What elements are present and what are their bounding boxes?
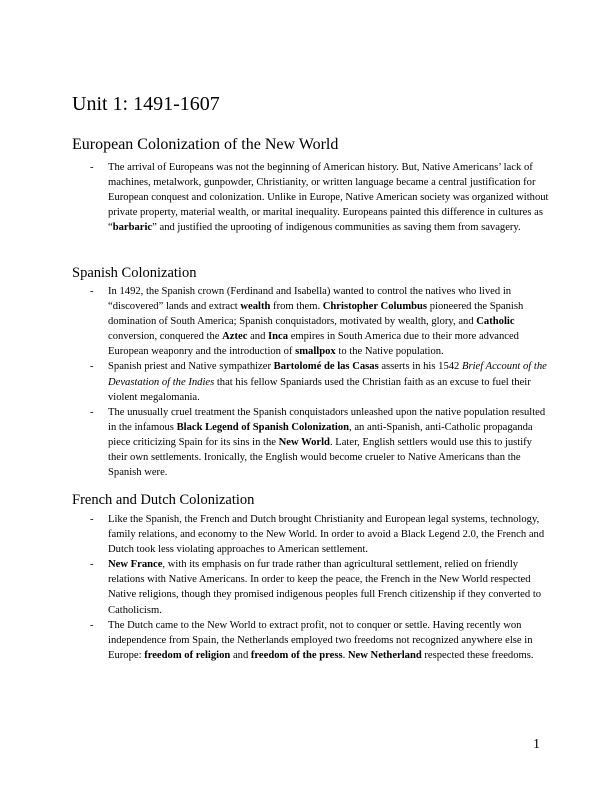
text-run: from them. [270,301,323,313]
list-item [90,512,550,557]
text-run: asserts in his 1542 [378,361,462,373]
bold-term: Black Legend of Spanish Colonization [176,421,350,433]
section-heading-french-dutch: French and Dutch Colonization [72,492,255,508]
list-item [90,160,550,235]
text-run: that his fellow Spaniards used the Christian faith as an excuse to fuel their violent megalomania. [108,376,531,403]
text-run: empires in South America due to their more advanced European weaponry and the introduction of [108,331,519,358]
text-run: , an anti-Spanish, anti-Catholic propaganda piece criticizing Spain for its sins in the [108,421,533,448]
bold-term: freedom of religion [144,649,231,661]
bold-term: Bartolomé de las Casas [273,361,379,373]
bold-term: Christopher Columbus [322,301,428,313]
text-run: and [230,649,251,661]
section-heading-european: European Colonization of the New World [72,136,339,153]
bold-term: Inca [268,331,289,343]
bold-term: wealth [240,301,271,313]
bullet-dash: - [90,406,94,418]
text-run: conversion, conquered the [108,331,223,343]
bullet-dash: - [90,361,94,373]
text-run: and [247,331,269,343]
list-item [90,405,550,480]
list-item [90,359,550,404]
section-list-spanish [90,284,550,480]
bold-term: Catholic [476,316,515,328]
text-run: The unusually cruel treatment the Spanish conquistadors unleashed upon the native population resulted in the infamous [108,406,546,433]
text-run: In 1492, the Spanish crown (Ferdinand and Isabella) wanted to control the natives who lived in “discovered” lands and extract [108,286,512,313]
text-run: Spanish priest and Native sympathizer [108,361,274,373]
bold-term: smallpox [295,346,336,358]
text-run: ” and justified the uprooting of indigenous communities as saving them from savagery. [152,222,521,234]
text-run: to the Native population. [335,346,444,358]
list-item [90,284,550,359]
bold-term: New France [108,559,163,571]
text-run: The arrival of Europeans was not the beginning of American history. But, Native Americans’ lack of machines, metalwork, gunpowder, Christianity, or written language became a central justification for European conquest and colonization. Unlike in Europe, Native American society was organized without private property, material wealth, or marital inequality. Europeans painted this difference in cultures as “ [108,162,549,234]
bullet-dash: - [90,286,94,297]
bullet-dash: - [90,559,94,571]
text-run: The Dutch came to the New World to extract profit, not to conquer or settle. Having recently won independence from Spain, the Netherlands employed two freedoms not recognized anywhere else in Europe: [108,619,533,661]
bold-term: barbaric [112,222,153,234]
section-heading-spanish: Spanish Colonization [72,265,197,281]
italic-title: Brief Account of the Devastation of the Indies [108,361,547,388]
page-number: 1 [533,737,540,752]
text-run: respected these freedoms. [421,649,534,661]
text-run: pioneered the Spanish domination of South America; Spanish conquistadors, motivated by wealth, glory, and [108,301,524,328]
page-title: Unit 1: 1491-1607 [72,93,220,115]
text-run: . Later, English settlers would use this to justify their own settlements. Ironically, the English would become crueler to Native Americans than the Spanish were. [108,436,532,479]
bullet-dash: - [90,162,94,173]
bold-term: New World [278,436,330,448]
bold-term: Aztec [222,331,248,343]
section-list-european [90,160,550,235]
bold-term: freedom of the press [250,649,343,661]
text-run: . [342,649,348,661]
section-list-french-dutch [90,512,550,663]
text-run: , with its emphasis on fur trade rather than agricultural settlement, relied on friendly relations with Native Americans. In order to keep the peace, the French in the New World respected Native religions, though they promised indigenous peoples full French citizenship if they converted to Catholicism. [108,559,542,616]
bullet-dash: - [90,619,94,631]
bullet-dash: - [90,514,94,525]
list-item [90,618,550,663]
list-item [90,557,550,617]
text-run: Like the Spanish, the French and Dutch brought Christianity and European legal systems, technology, family relations, and economy to the New World. In order to avoid a Black Legend 2.0, the French and Dutch took less violating approaches to American settlement. [108,514,545,556]
bold-term: New Netherland [347,649,422,661]
